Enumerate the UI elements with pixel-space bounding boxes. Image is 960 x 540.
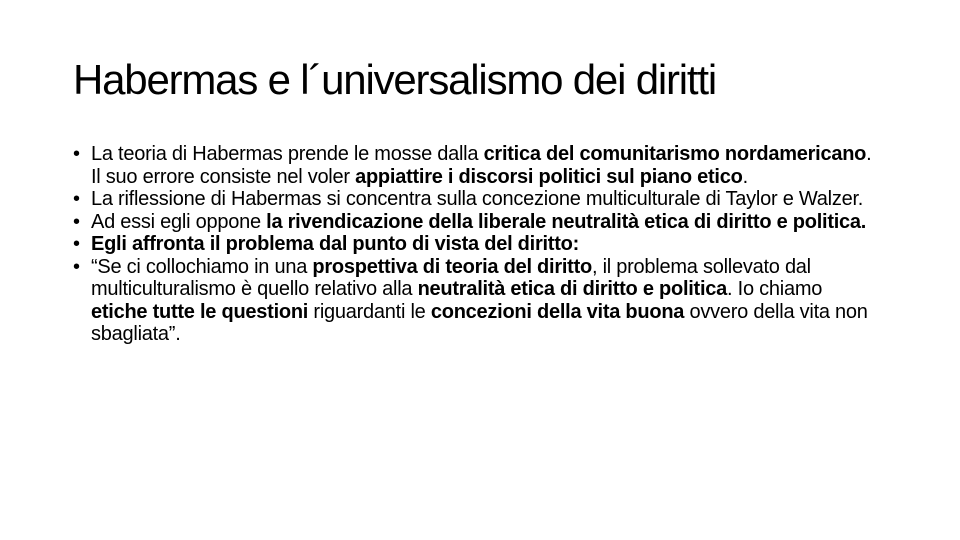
bullet-item <box>73 256 873 346</box>
text-segment: La teoria di Habermas prende le mosse dalla <box>91 143 484 165</box>
bullet-text <box>91 256 868 346</box>
bullet-dot-icon: • <box>73 255 80 278</box>
text-segment: , il problema sollevato dal multiculturalismo è quello relativo alla <box>91 255 811 300</box>
bold-text-segment: prospettiva di teoria del diritto <box>312 255 592 278</box>
bold-text-segment: concezioni della vita buona <box>430 300 685 323</box>
text-segment: La riflessione di Habermas si concentra sulla concezione multiculturale di Taylor e Walzer. <box>91 188 864 210</box>
bold-text-segment: la rivendicazione della liberale neutralità etica di diritto e politica. <box>266 210 867 233</box>
text-segment: ovvero della vita non sbagliata”. <box>91 300 868 345</box>
bullet-item <box>73 188 873 211</box>
slide-title: Habermas e l´universalismo dei diritti <box>73 56 716 103</box>
text-segment: . Il suo errore consiste nel voler <box>91 143 872 188</box>
text-segment: “Se ci collochiamo in una <box>91 255 313 278</box>
bullet-item <box>73 211 873 234</box>
bullet-text <box>91 143 871 188</box>
bullet-text <box>91 188 863 210</box>
text-segment: . Io chiamo <box>727 278 823 300</box>
text-segment: . <box>742 165 748 188</box>
bullet-dot-icon: • <box>73 188 80 210</box>
bullet-list <box>73 143 873 346</box>
bullet-dot-icon: • <box>73 143 80 165</box>
bullet-text <box>91 211 866 233</box>
bullet-dot-icon: • <box>73 210 80 233</box>
text-segment: riguardanti le <box>308 300 431 323</box>
bold-text-segment: appiattire i discorsi politici sul piano etico <box>355 165 743 188</box>
bold-text-segment: etiche tutte le questioni <box>91 300 309 323</box>
text-segment: Ad essi egli oppone <box>91 210 267 233</box>
bold-text-segment: Egli affronta il problema dal punto di vista del diritto: <box>91 233 579 255</box>
bullet-item <box>73 143 873 188</box>
bullet-dot-icon: • <box>73 233 80 255</box>
bold-text-segment: neutralità etica di diritto e politica <box>417 278 728 300</box>
bullet-text <box>91 233 579 255</box>
bold-text-segment: critica del comunitarismo nordamericano <box>483 143 867 165</box>
bullet-item <box>73 233 873 256</box>
